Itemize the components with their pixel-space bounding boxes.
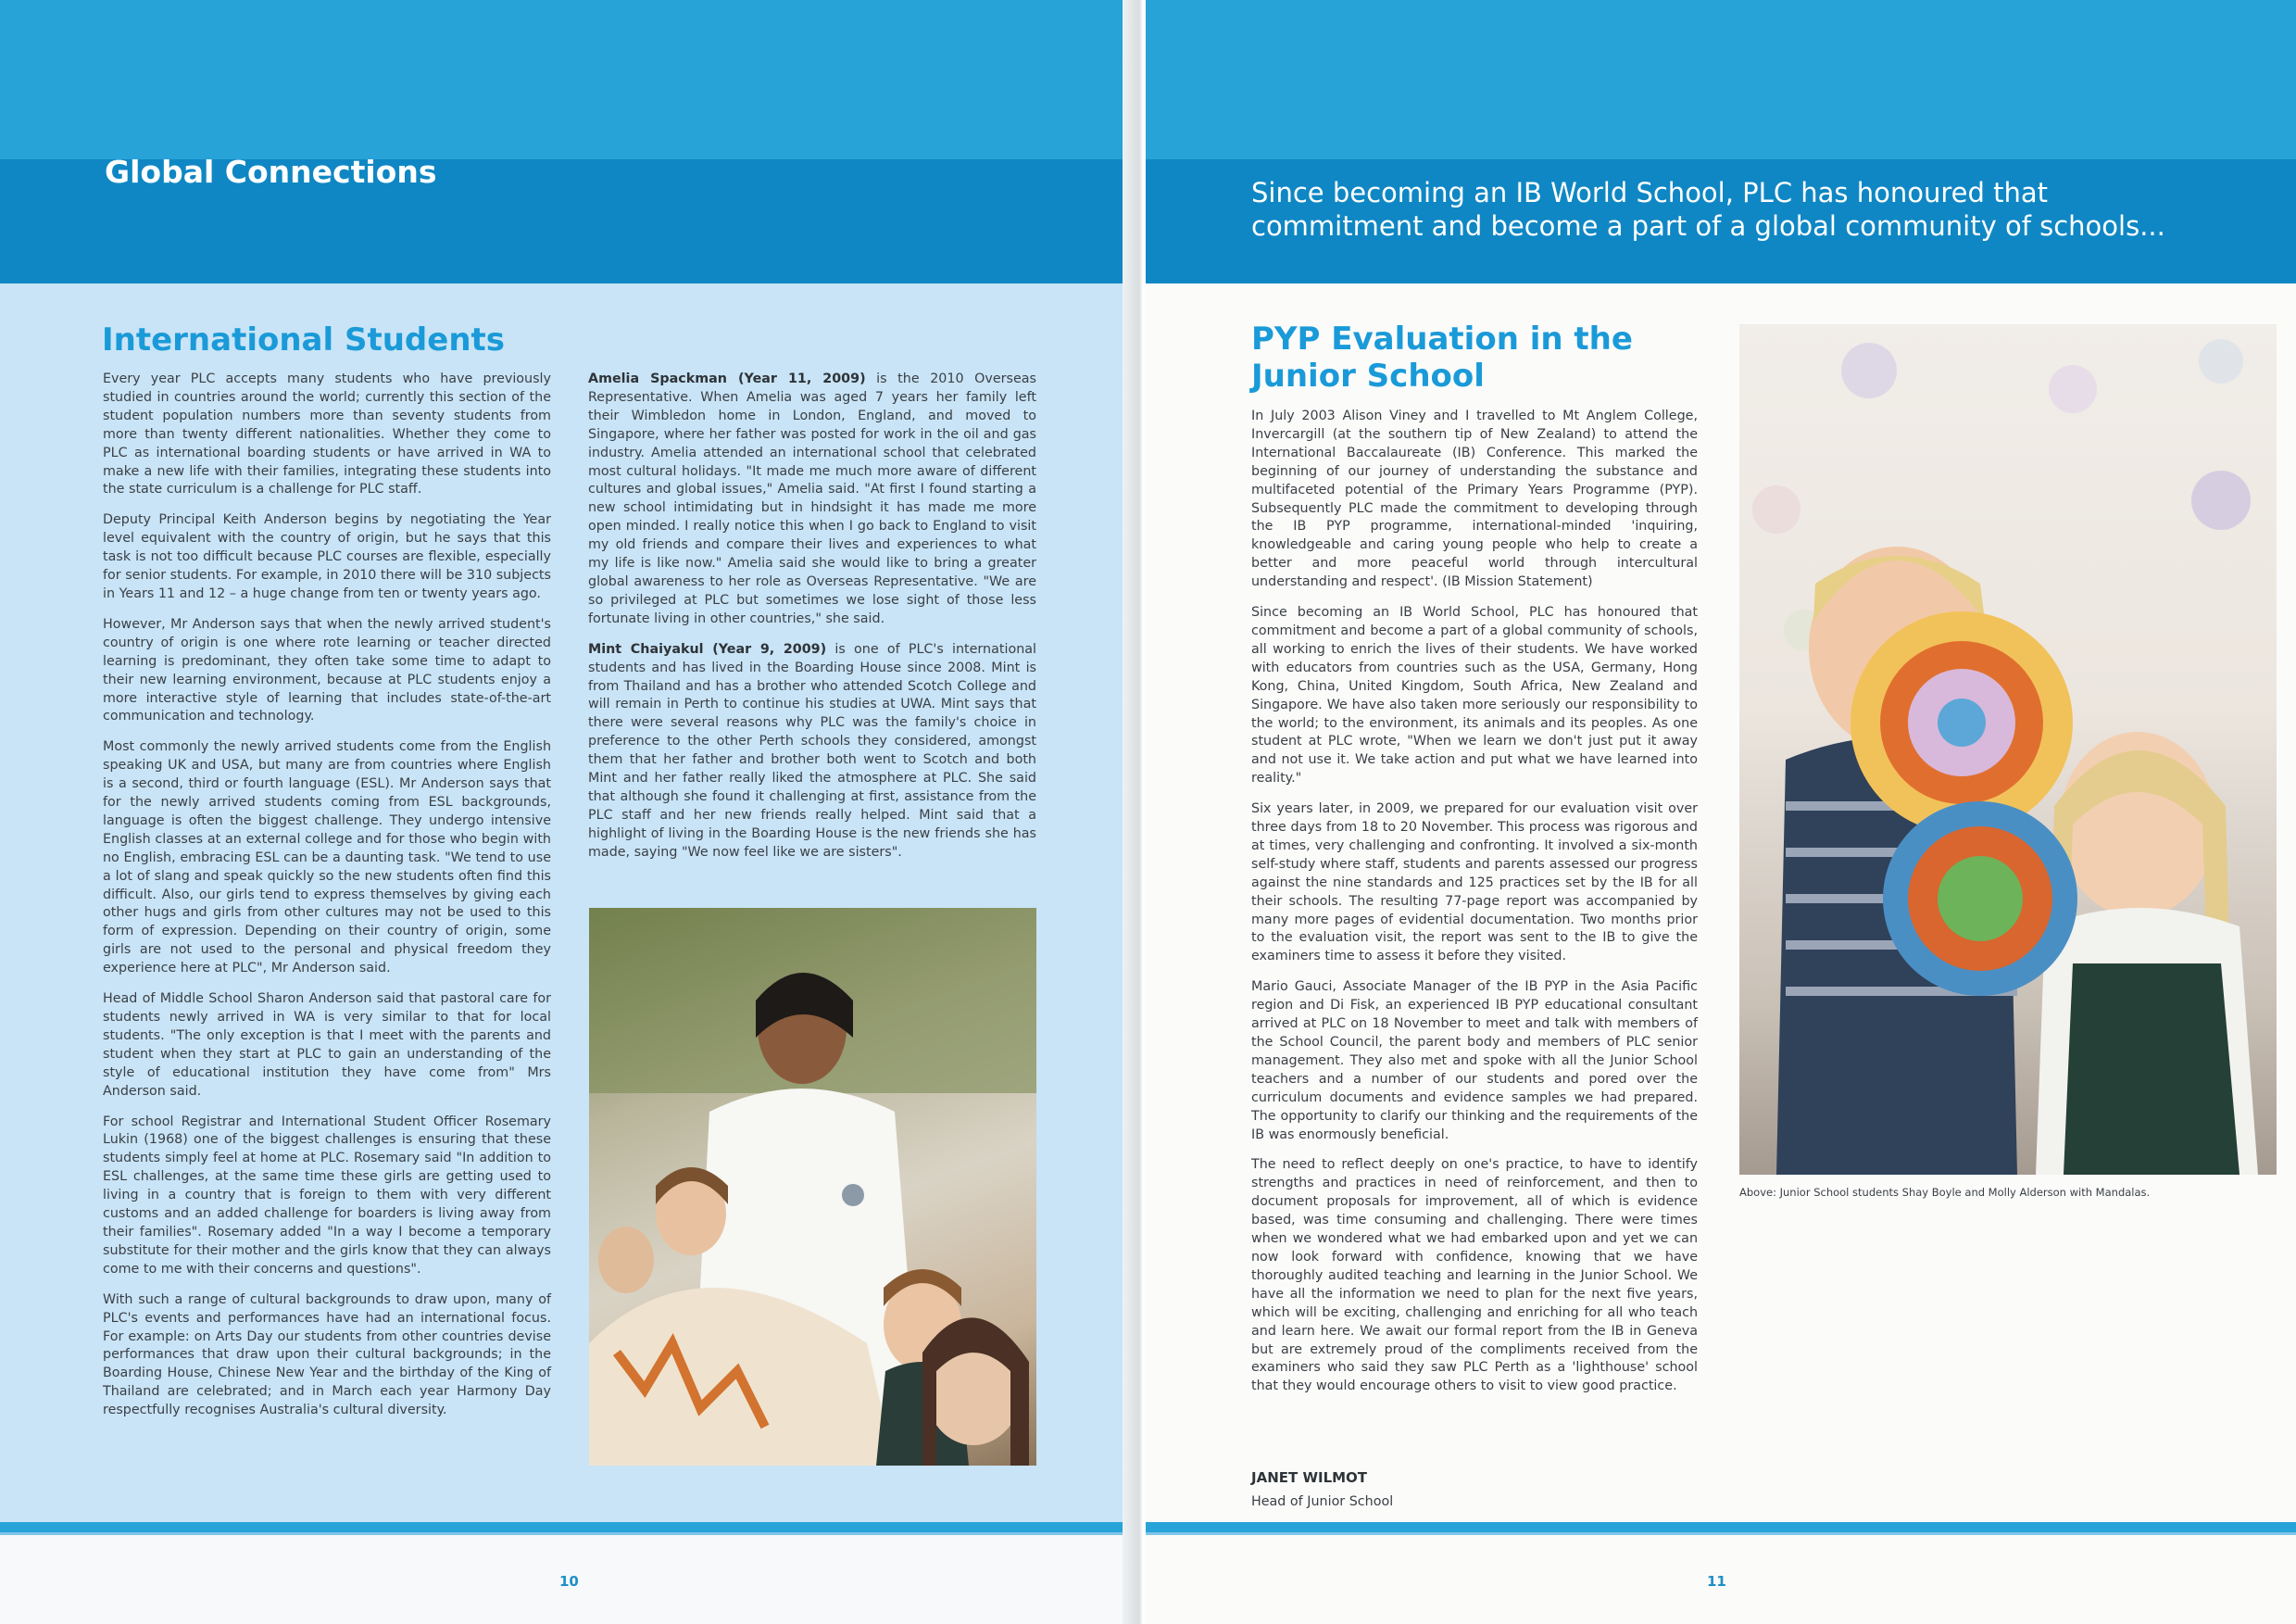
paragraph: For school Registrar and International Student Officer Rosemary Lukin (1968) one of the biggest challenges is ensuring that these students simply feel at home at PLC. Rosemary said "In addition to ESL challenges, at the same time these girls are getting used to living in a country that is foreign to them with very different customs and an added challenge for boarders is living away from their families". Rosemary added "In a way I become a temporary substitute for their mother and the girls know that they can always come to me with their concerns and questions".: [103, 1114, 551, 1277]
paragraph: Six years later, in 2009, we prepared for our evaluation visit over three days from 18 to 20 November. This process was rigorous and at times, very challenging and confronting. It involved a six-month self-study where staff, students and parents assessed our progress against the nine standards and 125 practices set by the IB for all their schools. The resulting 77-page report was accompanied by many more pages of evidential documentation. Two months prior to the evaluation visit, the report was sent to the IB to give the examiners time to assess it before they visited.: [1251, 801, 1698, 964]
footer-rule: [0, 1522, 1136, 1532]
page-number: 10: [559, 1573, 579, 1590]
article-heading: International Students: [102, 321, 506, 359]
paragraph: Mario Gauci, Associate Manager of the IB PYP in the Asia Pacific region and Di Fisk, an experienced IB PYP educational consultant arrived at PLC on 18 November to meet and talk with members of the School Council, the parent body and members of PLC senior management. They also met and spoke with all the Junior School teachers and a number of our students and pored over the curriculum documents and evidence samples we had prepared. The opportunity to clarify our thinking and the requirements of the IB was enormously beneficial.: [1251, 979, 1698, 1142]
students-photo-illustration: [589, 908, 1036, 1466]
mandala-photo-illustration: [1739, 324, 2277, 1175]
article-column: [1251, 408, 1698, 1408]
paragraph-text: is the 2010 Overseas Representative. When Amelia was aged 7 years her family left their Wimbledon home in London, England, and moved to Singapore, where her father was posted for work in the oil and gas industry. Amelia attended an international school that celebrated most cultural holidays. "It made me much more aware of different cultures and global issues," Amelia said. "At first I found starting a new school intimidating but in hindsight it has made me more open minded. I really notice this when I go back to England to visit my old friends and compare their lives and experiences to what my life is like now." Amelia said she would like to bring a greater global awareness to her role as Overseas Representative. "We are so privileged at PLC but sometimes we lose sight of those less fortunate living in other countries," she said.: [588, 371, 1036, 626]
right-page: [1146, 0, 2296, 1624]
footer-rule-thin: [1146, 1532, 2296, 1535]
student-name: Amelia Spackman (Year 11, 2009): [588, 371, 866, 386]
mandala-photo: [1739, 324, 2277, 1175]
article-column-1: [103, 371, 551, 1432]
paragraph: Since becoming an IB World School, PLC has honoured that commitment and become a part of a global community of schools, all working to enrich the lives of their students. We have worked with educators from countries such as the USA, Germany, Hong Kong, China, United Kingdom, South Africa, New Zealand and Singapore. We have also taken more seriously our responsibility to the world; to the environment, its animals and its peoples. As one student at PLC wrote, "When we learn we don't just put it away and not use it. We take action and put what we have learned into reality.": [1251, 605, 1698, 787]
tagline: Since becoming an IB World School, PLC has honoured that commitment and become a part of a global community of schools...: [1251, 177, 2165, 242]
paragraph: The need to reflect deeply on one's practice, to have to identify strengths and practices in need of reinforcement, and then to document proposals for improvement, all of which is evidence based, was time consuming and challenging. There were times when we wondered what we had embarked upon and yet we can now look forward with confidence, knowing that we have thoroughly audited teaching and learning in the Junior School. We have all the information we need to plan for the next five years, which will be exciting, challenging and enriching for all who teach and learn here. We await our formal report from the IB in Geneva but are extremely proud of the compliments received from the examiners who said they saw PLC Perth as a 'lighthouse' school that they would encourage others to visit to view good practice.: [1251, 1157, 1698, 1394]
top-color-band: [1146, 0, 2296, 159]
paragraph: In July 2003 Alison Viney and I travelled to Mt Anglem College, Invercargill (at the southern tip of New Zealand) to attend the International Baccalaureate (IB) Conference. This marked the beginning of our journey of understanding the substance and multifaceted potential of the Primary Years Programme (PYP). Subsequently PLC made the commitment to developing through the IB PYP programme, international-minded 'inquiring, knowledgeable and caring young people who help to create a better and more peaceful world through intercultural understanding and respect'. (IB Mission Statement): [1251, 409, 1698, 590]
paragraph: Every year PLC accepts many students who have previously studied in countries around the world; currently this section of the student population numbers more than seventy students from more than twenty different nationalities. Whether they come to PLC as international boarding students or have arrived in WA to make a new life with their families, integrating these students into the state curriculum is a challenge for PLC staff.: [103, 371, 551, 497]
paragraph: Deputy Principal Keith Anderson begins by negotiating the Year level equivalent with the country of origin, but he says that this task is not too difficult because PLC courses are flexible, especially for senior students. For example, in 2010 there will be 310 subjects in Years 11 and 12 – a huge change from ten or twenty years ago.: [103, 512, 551, 601]
paragraph: With such a range of cultural backgrounds to draw upon, many of PLC's events and performances have had an international focus. For example: on Arts Day our students from other countries devise performances that draw upon their cultural backgrounds; in the Boarding House, Chinese New Year and the birthday of the King of Thailand are celebrated; and in March each year Harmony Day respectfully recognises Australia's cultural diversity.: [103, 1291, 551, 1418]
left-page: [0, 0, 1136, 1624]
article-column-2: [588, 371, 1036, 875]
paragraph: Head of Middle School Sharon Anderson said that pastoral care for students newly arrived in WA is very similar to that for local students. "The only exception is that I meet with the parents and student when they start at PLC to gain an understanding of the style of educational institution they have come from" Mrs Anderson said.: [103, 991, 551, 1099]
paragraph-text: is one of PLC's international students and has lived in the Boarding House since 2008. Mint is from Thailand and has a brother who attended Scotch College and will remain in Perth to continue his studies at UWA. Mint says that there were several reasons why PLC was the family's choice in preference to the other Perth schools they considered, amongst them that her father and brother both went to Scotch and both Mint and her father really liked the atmosphere at PLC. She said that although she found it challenging at first, assistance from the PLC staff and her new friends really helped. Mint said that a highlight of living in the Boarding House is the new friends she has made, saying "We now feel like we are sisters".: [588, 641, 1036, 860]
photo-caption: Above: Junior School students Shay Boyle and Molly Alderson with Mandalas.: [1739, 1186, 2151, 1199]
mandala-bottom: [1883, 801, 2077, 996]
footer-rule-thin: [0, 1532, 1136, 1535]
footer-rule: [1146, 1522, 2296, 1532]
page-number: 11: [1707, 1573, 1726, 1590]
paragraph: However, Mr Anderson says that when the newly arrived student's country of origin is one where rote learning or teacher directed learning is predominant, they often take some time to adapt to their new learning environment, because at PLC students enjoy a more interactive style of learning that includes state-of-the-art communication and technology.: [103, 616, 551, 724]
author-role: Head of Junior School: [1251, 1494, 1394, 1509]
author-name: JANET WILMOT: [1251, 1469, 1368, 1486]
article-heading: PYP Evaluation in the Junior School: [1251, 321, 1633, 395]
mandala-top: [1851, 611, 2073, 834]
section-title: Global Connections: [105, 154, 437, 190]
student-name: Mint Chaiyakul (Year 9, 2009): [588, 641, 827, 657]
paragraph-mint: [588, 641, 1036, 862]
paragraph-amelia: [588, 371, 1036, 629]
paragraph: Most commonly the newly arrived students come from the English speaking UK and USA, but many are from countries where English is a second, third or fourth language (ESL). Mr Anderson says that for the newly arrived students coming from ESL backgrounds, language is often the biggest challenge. They undergo intensive English classes at an external college and for those who begin with no English, embracing ESL can be a daunting task. "We tend to use a lot of slang and speak quickly so the new students often find this difficult. Also, our girls tend to express themselves by giving each other hugs and girls from other cultures may not be used to this form of expression. Depending on their country of origin, some girls are not used to the personal and physical freedom they experience here at PLC", Mr Anderson said.: [103, 739, 551, 976]
top-color-band: [0, 0, 1136, 159]
students-photo: [589, 908, 1036, 1466]
